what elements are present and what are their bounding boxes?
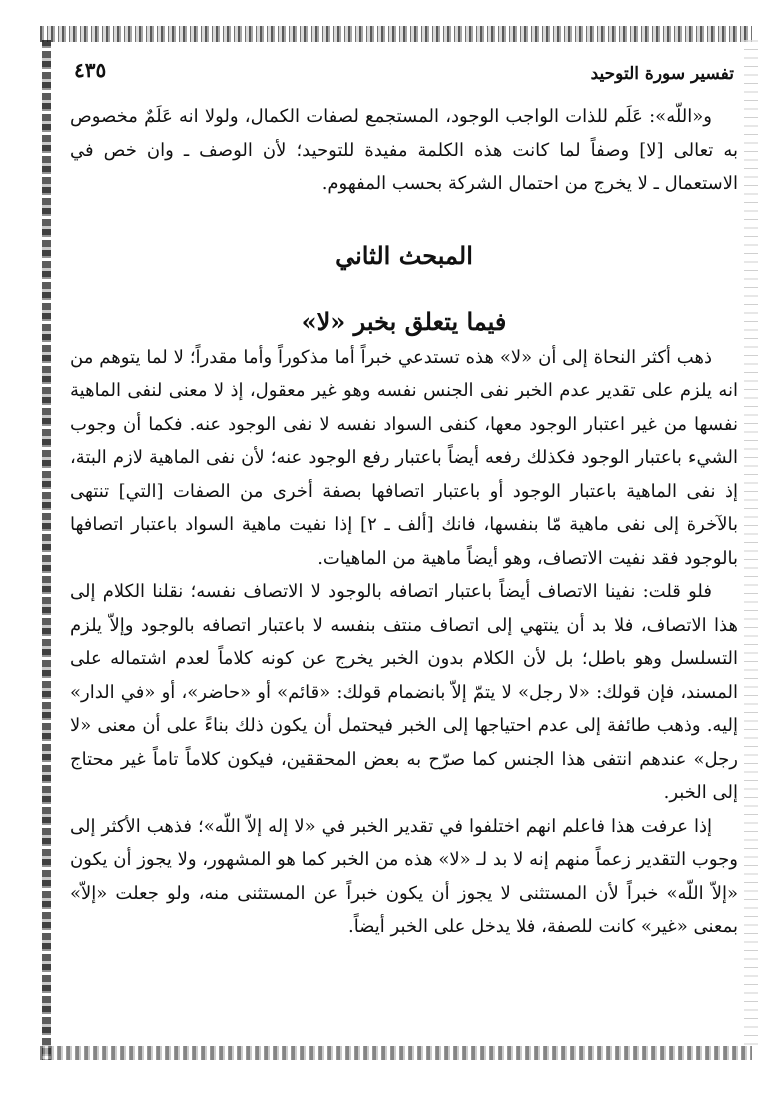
section-subheading: فيما يتعلق بخبر «لا» <box>301 306 507 336</box>
scan-edge-right <box>744 40 758 1050</box>
body-paragraph: فلو قلت: نفينا الاتصاف أيضاً باعتبار اتصافه بالوجود لا الاتصاف نفسه؛ نقلنا الكلام إلى هذا الاتصاف، فلا بد أن ينتهي إلى اتصاف منتف بنفسه لا باعتبار اتصافه بالوجود وإلاّ يلزم التسلسل وهو باطل؛ بل لأن الكلام بدون الخبر يخرج عن كونه كلاماً لعدم اشتماله على المسند، فإن قولك: «لا رجل» لا يتمّ إلاّ بانضمام قولك: «قائم» أو «حاضر»، أو «في الدار» إليه. وذهب طائفة إلى عدم احتياجها إلى الخبر فيحتمل أن يكون ذلك بناءً على أن معنى «لا رجل» عندهم انتفى هذا الجنس كما صرّح به بعض المحققين، فيكون كلاماً تاماً غير محتاج إلى الخبر. <box>70 581 738 803</box>
page-body <box>70 100 738 944</box>
page-header <box>74 58 734 92</box>
body-paragraph: ذهب أكثر النحاة إلى أن «لا» هذه تستدعي خبراً أما مذكوراً وأما مقدراً؛ لا لما يتوهم من انه يلزم على تقدير عدم الخبر نفى الجنس نفسه وهو غير معقول، إذ لا معنى لنفى الماهية نفسها من غير اعتبار الوجود معها، كنفى السواد نفسه لا نفى الوجود عنه. فكما أن وجوب الشيء باعتبار الوجود فكذلك رفعه أيضاً باعتبار رفع الوجود عنه؛ لأن نفى الماهية لازم البتة، إذ نفى الماهية باعتبار الوجود أو باعتبار اتصافها بصفة أخرى من الصفات [التي] تنتهى بالآخرة إلى نفى ماهية مّا بنفسها، فانك [ألف ـ ٢] إذا نفيت ماهية السواد باعتبار اتصافها بالوجود فقد نفيت الاتصاف، وهو أيضاً ماهية من الماهيات. <box>70 346 738 569</box>
section-heading: المبحث الثاني <box>335 240 473 270</box>
running-title: تفسير سورة التوحيد <box>590 64 734 84</box>
scan-edge-bottom <box>40 1046 752 1060</box>
scan-edge-left <box>42 40 51 1060</box>
body-paragraph: إذا عرفت هذا فاعلم انهم اختلفوا في تقدير الخبر في «لا إله إلاّ اللّه»؛ فذهب الأكثر إلى وجوب التقدير زعماً منهم إنه لا بد لـ «لا» هذه من الخبر كما هو المشهور، ولا يجوز أن يكون «إلاّ اللّه» خبراً لأن المستثنى لا يجوز أن يكون خبراً عن المستثنى منه، ولو جعلت «إلاّ» بمعنى «غير» كانت للصفة، فلا يدخل على الخبر أيضاً. <box>70 815 738 937</box>
scan-edge-top <box>40 26 752 42</box>
intro-paragraph: و«اللّه»: عَلَم للذات الواجب الوجود، المستجمع لصفات الكمال، ولولا انه عَلَمٌ مخصوص به تعالى [لا] وصفاً لما كانت هذه الكلمة مفيدة للتوحيد؛ لأن الوصف ـ وان خص في الاستعمال ـ لا يخرج من احتمال الشركة بحسب المفهوم. <box>70 106 738 194</box>
page-number: ٤٣٥ <box>74 58 107 82</box>
